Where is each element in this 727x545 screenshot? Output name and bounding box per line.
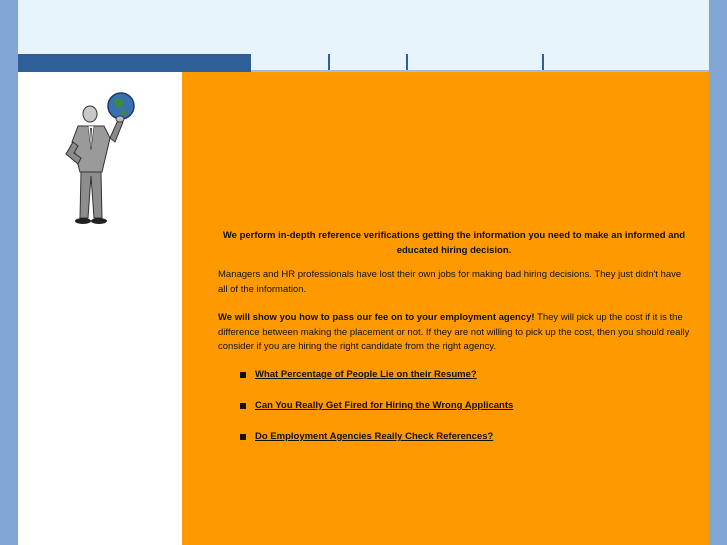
link-fired-wrong-applicants[interactable]: Can You Really Get Fired for Hiring the Wrong Applicants: [255, 400, 514, 411]
link-agencies-check-references[interactable]: Do Employment Agencies Really Check References?: [255, 431, 494, 442]
square-bullet-icon: [240, 434, 246, 440]
paragraph-fee: [218, 311, 692, 355]
article-links: [240, 369, 700, 462]
paragraph-managers: Managers and HR professionals have lost their own jobs for making bad hiring decisions. They just didn't have all of the information.: [218, 269, 682, 295]
page-frame: [18, 0, 709, 545]
header-banner: [18, 0, 709, 54]
list-item: [240, 369, 700, 400]
list-item: [240, 400, 700, 431]
paragraph-fee-rest: They will pick up the cost if it is the difference between making the placement or not. If they are not willing to pick up the cost, then you should really consider if you are hiring the right candidate from the right agency.: [218, 312, 690, 352]
sidebar: [18, 72, 182, 545]
nav-bar: [18, 54, 709, 72]
businessman-globe-icon: [64, 92, 138, 228]
link-resume-lies[interactable]: What Percentage of People Lie on their Resume?: [255, 369, 477, 380]
intro-text: We perform in-depth reference verifications getting the information you need to make an informed and educated hiring decision.: [222, 230, 686, 256]
square-bullet-icon: [240, 372, 246, 378]
square-bullet-icon: [240, 403, 246, 409]
list-item: [240, 431, 700, 462]
nav-highlight-segment[interactable]: [18, 54, 251, 72]
main-content: [182, 72, 709, 545]
paragraph-fee-bold: We will show you how to pass our fee on to your employment agency!: [218, 312, 535, 323]
